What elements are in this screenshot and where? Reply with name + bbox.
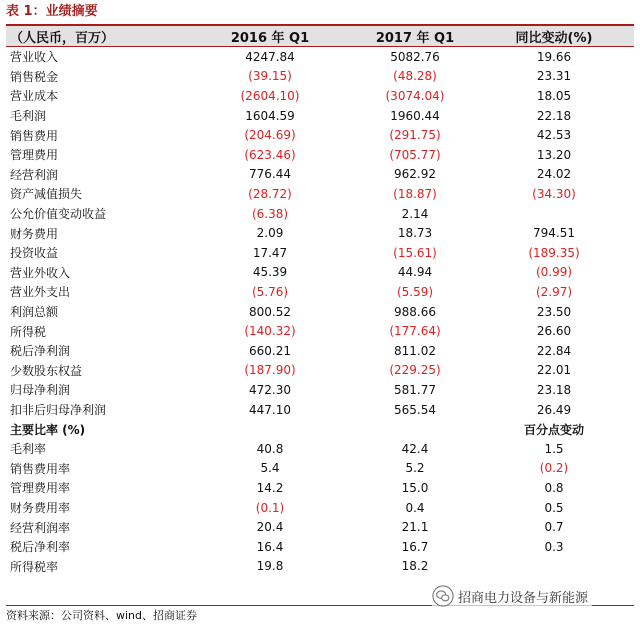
cell-change: 22.01 — [536, 363, 572, 378]
cell-change: (189.35) — [528, 245, 580, 260]
cell-change: 19.66 — [536, 49, 572, 64]
cell-2016q1: (187.90) — [244, 363, 296, 378]
cell-change: 0.8 — [544, 480, 564, 495]
cell-2016q1: 2.09 — [256, 226, 284, 241]
cell-2016q1: 660.21 — [249, 343, 291, 358]
table-row — [6, 321, 634, 341]
table-row — [6, 184, 634, 204]
table-row — [6, 47, 634, 67]
cell-2017q1: 5082.76 — [390, 49, 440, 64]
row-label: 毛利润 — [10, 109, 47, 124]
cell-2017q1: 21.1 — [401, 520, 429, 535]
cell-change: 0.3 — [544, 539, 564, 554]
table-row — [6, 86, 634, 106]
cell-2017q1: (18.87) — [393, 186, 437, 201]
cell-2017q1: 1960.44 — [390, 108, 440, 123]
wechat-watermark — [432, 584, 592, 608]
cell-2016q1: 16.4 — [256, 539, 284, 554]
cell-2017q1: (177.64) — [389, 324, 441, 339]
cell-2017q1: 16.7 — [401, 539, 429, 554]
table-row — [6, 380, 634, 400]
table-row — [6, 204, 634, 224]
cell-2016q1: 1604.59 — [245, 108, 295, 123]
cell-2016q1: (39.15) — [248, 69, 292, 84]
cell-2017q1: 5.2 — [405, 461, 425, 476]
header-unit: （人民币，百万） — [10, 30, 115, 46]
cell-2017q1: (705.77) — [389, 147, 441, 162]
row-label: 投资收益 — [10, 246, 59, 261]
cell-change: 22.84 — [536, 343, 572, 358]
table-row — [6, 223, 634, 243]
table-row — [6, 106, 634, 126]
row-label: 少数股东权益 — [10, 363, 83, 378]
row-label: 营业外收入 — [10, 265, 71, 280]
cell-2016q1: (6.38) — [251, 206, 289, 221]
cell-2016q1: (5.76) — [251, 284, 289, 299]
table-row — [6, 282, 634, 302]
cell-2016q1: 40.8 — [256, 441, 284, 456]
cell-change: (0.2) — [539, 461, 569, 476]
cell-2016q1: 19.8 — [256, 559, 284, 574]
cell-change: 22.18 — [536, 108, 572, 123]
table-title: 表 1：业绩摘要 — [6, 4, 98, 19]
cell-2016q1: 4247.84 — [245, 49, 295, 64]
table-row — [6, 478, 634, 498]
table-row — [6, 459, 634, 479]
cell-2016q1: 800.52 — [249, 304, 291, 319]
cell-2017q1: 42.4 — [401, 441, 429, 456]
table-row — [6, 125, 634, 145]
header-2017q1: 2017 年 Q1 — [375, 30, 455, 46]
table-header — [6, 26, 634, 46]
cell-2016q1: (204.69) — [244, 128, 296, 143]
row-label: 所得税 — [10, 324, 47, 339]
source-note: 资料来源：公司资料、wind、招商证券 — [6, 609, 198, 622]
table-row — [6, 243, 634, 263]
row-label: 财务费用 — [10, 226, 59, 241]
cell-change: 0.7 — [544, 520, 564, 535]
row-label: 毛利率 — [10, 442, 47, 457]
table-row — [6, 67, 634, 87]
cell-change: (2.97) — [535, 284, 573, 299]
cell-2016q1: 447.10 — [249, 402, 291, 417]
row-label: 经营利润 — [10, 167, 59, 182]
table-row — [6, 341, 634, 361]
header-yoy-change: 同比变动(%) — [515, 30, 593, 46]
row-label: 归母净利润 — [10, 383, 71, 398]
row-label: 公允价值变动收益 — [10, 207, 107, 222]
cell-2017q1: 18.2 — [401, 559, 429, 574]
row-label: 利润总额 — [10, 305, 59, 320]
cell-change: (34.30) — [532, 186, 576, 201]
cell-2016q1 — [206, 419, 334, 439]
cell-2016q1: 45.39 — [252, 265, 288, 280]
cell-2016q1: 5.4 — [260, 461, 280, 476]
cell-change: 23.18 — [536, 382, 572, 397]
cell-2016q1: (2604.10) — [240, 88, 300, 103]
table-row — [6, 263, 634, 283]
cell-change — [476, 557, 632, 577]
cell-change: 1.5 — [544, 441, 564, 456]
table-row — [6, 517, 634, 537]
cell-change: 26.60 — [536, 324, 572, 339]
row-label: 所得税率 — [10, 559, 59, 574]
cell-2017q1: 962.92 — [394, 167, 436, 182]
cell-change: 23.31 — [536, 69, 572, 84]
row-label: 销售费用 — [10, 128, 59, 143]
row-label: 主要比率 (%) — [10, 422, 86, 437]
cell-change: 794.51 — [533, 226, 575, 241]
cell-2017q1: 0.4 — [405, 500, 425, 515]
cell-2017q1: 988.66 — [394, 304, 436, 319]
row-label: 营业外支出 — [10, 285, 71, 300]
table-row — [6, 400, 634, 420]
cell-2016q1: (140.32) — [244, 324, 296, 339]
cell-change: 23.50 — [536, 304, 572, 319]
table-row — [6, 439, 634, 459]
table-row — [6, 557, 634, 577]
cell-change: 13.20 — [536, 147, 572, 162]
cell-2017q1: 581.77 — [394, 382, 436, 397]
table-row — [6, 165, 634, 185]
table-row — [6, 498, 634, 518]
cell-2017q1: 2.14 — [401, 206, 429, 221]
cell-2017q1: 811.02 — [394, 343, 436, 358]
cell-2016q1: (0.1) — [255, 500, 285, 515]
cell-2017q1: 44.94 — [397, 265, 433, 280]
row-label: 财务费用率 — [10, 501, 71, 516]
cell-2016q1: 14.2 — [256, 480, 284, 495]
row-label: 管理费用 — [10, 148, 59, 163]
row-label: 资产减值损失 — [10, 187, 83, 202]
cell-change: 百分点变动 — [523, 422, 584, 437]
cell-change: 24.02 — [536, 167, 572, 182]
cell-change: (0.99) — [535, 265, 573, 280]
cell-2016q1: 472.30 — [249, 382, 291, 397]
watermark-text: 招商电力设备与新能源 — [458, 590, 589, 606]
cell-change: 18.05 — [536, 88, 572, 103]
table-row — [6, 145, 634, 165]
row-label: 税后净利润 — [10, 344, 71, 359]
header-2016q1: 2016 年 Q1 — [230, 30, 310, 46]
row-label: 管理费用率 — [10, 481, 71, 496]
cell-change: 42.53 — [536, 128, 572, 143]
cell-2017q1: (3074.04) — [385, 88, 445, 103]
row-label: 经营利润率 — [10, 520, 71, 535]
cell-2017q1: 565.54 — [394, 402, 436, 417]
table-row — [6, 302, 634, 322]
wechat-icon — [432, 585, 454, 607]
cell-2016q1: (28.72) — [248, 186, 292, 201]
table-row — [6, 537, 634, 557]
cell-2017q1: 18.73 — [397, 226, 433, 241]
row-label: 营业收入 — [10, 50, 59, 65]
cell-2017q1 — [351, 419, 479, 439]
row-label: 扣非后归母净利润 — [10, 403, 107, 418]
cell-2016q1: (623.46) — [244, 147, 296, 162]
cell-2017q1: (48.28) — [393, 69, 437, 84]
cell-change: 0.5 — [544, 500, 564, 515]
row-label: 销售费用率 — [10, 461, 71, 476]
section-header-row — [6, 419, 634, 439]
cell-change — [476, 204, 632, 224]
cell-2017q1: (291.75) — [389, 128, 441, 143]
row-label: 营业成本 — [10, 89, 59, 104]
cell-2017q1: (229.25) — [389, 363, 441, 378]
cell-2017q1: (15.61) — [393, 245, 437, 260]
row-label: 销售税金 — [10, 69, 59, 84]
cell-2017q1: 15.0 — [401, 480, 429, 495]
cell-2016q1: 20.4 — [256, 520, 284, 535]
cell-2016q1: 17.47 — [252, 245, 288, 260]
row-label: 税后净利率 — [10, 540, 71, 555]
cell-change: 26.49 — [536, 402, 572, 417]
cell-2017q1: (5.59) — [396, 284, 434, 299]
cell-2016q1: 776.44 — [249, 167, 291, 182]
table-row — [6, 361, 634, 381]
